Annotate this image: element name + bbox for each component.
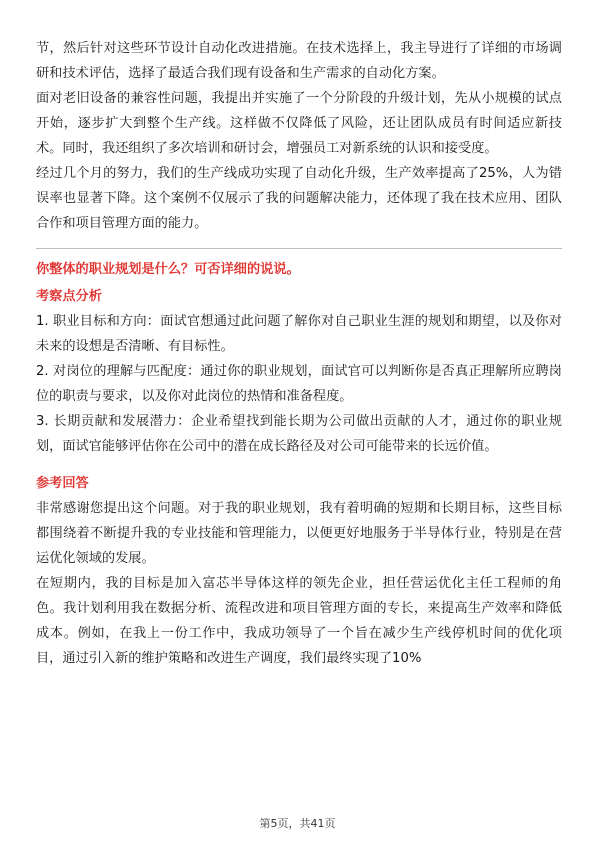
- answer-heading: 参考回答: [36, 476, 89, 491]
- page-content: [36, 36, 562, 671]
- answer-paragraph-2: 在短期内，我的目标是加入富芯半导体这样的领先企业，担任营运优化主任工程师的角色。我计划利用我在数据分析、流程改进和项目管理方面的专长，来提高生产效率和降低成本。例如，在我上一份工作中，我成功领导了一个旨在减少生产线停机时间的优化项目，通过引入新的维护策略和改进生产调度，我们最终实现了10%: [36, 576, 562, 666]
- intro-paragraph-1: 节，然后针对这些环节设计自动化改进措施。在技术选择上，我主导进行了详细的市场调研和技术评估，选择了最适合我们现有设备和生产需求的自动化方案。: [36, 41, 562, 81]
- analysis-point-2: 2. 对岗位的理解与匹配度：通过你的职业规划，面试官可以判断你是否真正理解所应聘岗位的职责与要求，以及你对此岗位的热情和准备程度。: [36, 364, 562, 404]
- analysis-heading: 考察点分析: [36, 289, 102, 304]
- answer-paragraph-1: 非常感谢您提出这个问题。对于我的职业规划，我有着明确的短期和长期目标，这些目标都围绕着不断提升我的专业技能和管理能力，以便更好地服务于半导体行业，特别是在营运优化领域的发展。: [36, 501, 562, 566]
- intro-paragraph-3: 经过几个月的努力，我们的生产线成功实现了自动化升级，生产效率提高了25%，人为错误率也显著下降。这个案例不仅展示了我的问题解决能力，还体现了我在技术应用、团队合作和项目管理方面的能力。: [36, 166, 562, 231]
- section-divider: [36, 248, 562, 249]
- analysis-point-3: 3. 长期贡献和发展潜力：企业希望找到能长期为公司做出贡献的人才，通过你的职业规划，面试官能够评估你在公司中的潜在成长路径及对公司可能带来的长远价值。: [36, 414, 562, 454]
- intro-paragraph-2: 面对老旧设备的兼容性问题，我提出并实施了一个分阶段的升级计划，先从小规模的试点开始，逐步扩大到整个生产线。这样做不仅降低了风险，还让团队成员有时间适应新技术。同时，我还组织了多次培训和研讨会，增强员工对新系统的认识和接受度。: [36, 91, 562, 156]
- question-heading: 你整体的职业规划是什么？可否详细的说说。: [36, 262, 300, 277]
- page-number: 第5页，共41页: [259, 817, 336, 830]
- analysis-point-1: 1. 职业目标和方向：面试官想通过此问题了解你对自己职业生涯的规划和期望，以及你对未来的设想是否清晰、有目标性。: [36, 314, 562, 354]
